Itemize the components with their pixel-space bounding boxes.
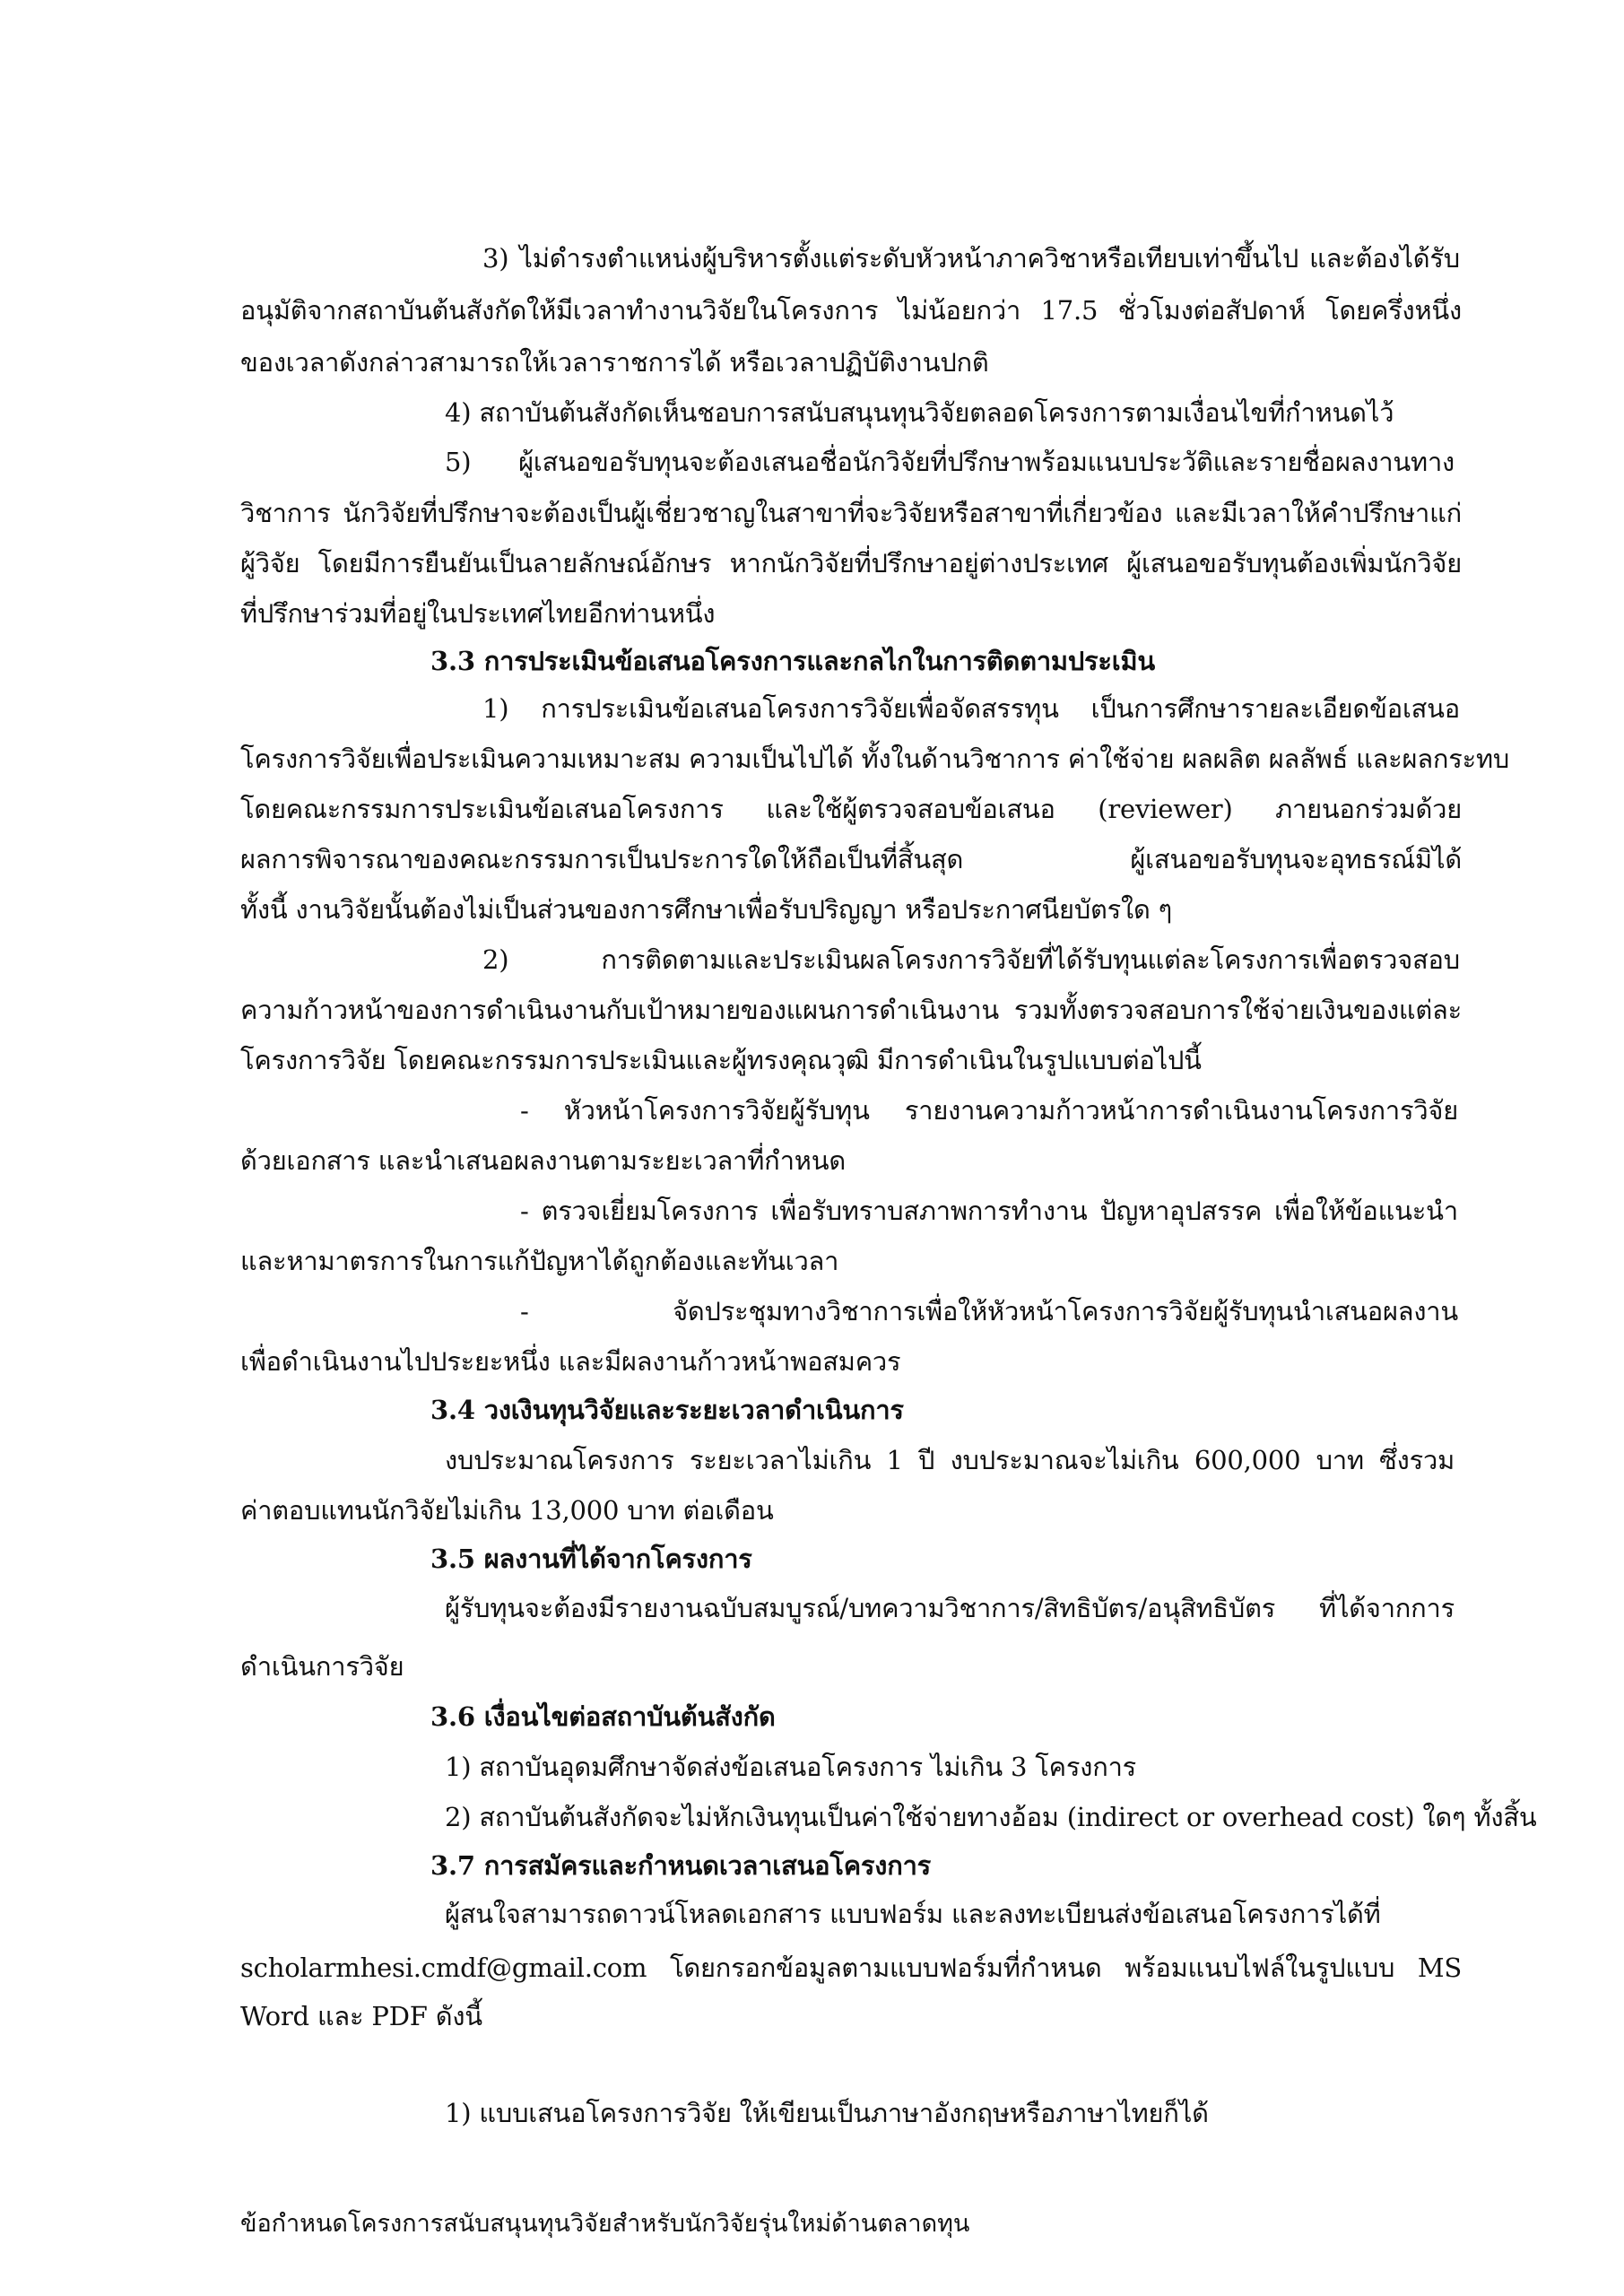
section-heading-3-6: 3.6 เงื่อนไขต่อสถาบันต้นสังกัด (430, 1701, 776, 1732)
paragraph-line: งบประมาณโครงการ ระยะเวลาไม่เกิน 1 ปี งบประมาณจะไม่เกิน 600,000 บาท ซึ่งรวม (445, 1445, 1455, 1475)
paragraph-line: และหามาตรการในการแก้ปัญหาได้ถูกต้องและทันเวลา (240, 1246, 839, 1276)
paragraph-line: 5) ผู้เสนอขอรับทุนจะต้องเสนอชื่อนักวิจัยที่ปรึกษาพร้อมแนบประวัติและรายชื่อผลงานทาง (445, 447, 1455, 477)
paragraph-line: ผู้วิจัย โดยมีการยืนยันเป็นลายลักษณ์อักษร หากนักวิจัยที่ปรึกษาอยู่ต่างประเทศ ผู้เสนอขอรับทุนต้องเพิ่มนักวิจัย (240, 548, 1462, 578)
paragraph-line: เพื่อดำเนินงานไปประยะหนึ่ง และมีผลงานก้าวหน้าพอสมควร (240, 1346, 901, 1377)
paragraph-line: ความก้าวหน้าของการดำเนินงานกับเป้าหมายของแผนการดำเนินงาน รวมทั้งตรวจสอบการใช้จ่ายเงินของแต่ละ (240, 995, 1462, 1025)
paragraph-line: ทั้งนี้ งานวิจัยนั้นต้องไม่เป็นส่วนของการศึกษาเพื่อรับปริญญา หรือประกาศนียบัตรใด ๆ (240, 894, 1173, 925)
paragraph-line: ค่าตอบแทนนักวิจัยไม่เกิน 13,000 บาท ต่อเดือน (240, 1495, 774, 1526)
paragraph-line: โครงการวิจัยเพื่อประเมินความเหมาะสม ความเป็นไปได้ ทั้งในด้านวิชาการ ค่าใช้จ่าย ผลผลิต ผลลัพธ์ และผลกระทบ (240, 744, 1510, 774)
paragraph-line: ผู้สนใจสามารถดาวน์โหลดเอกสาร แบบฟอร์ม และลงทะเบียนส่งข้อเสนอโครงการได้ที่ (445, 1899, 1381, 1929)
bullet-line: - ตรวจเยี่ยมโครงการ เพื่อรับทราบสภาพการทำงาน ปัญหาอุปสรรค เพื่อให้ข้อแนะนำ (520, 1196, 1458, 1226)
paragraph-line: ที่ปรึกษาร่วมที่อยู่ในประเทศไทยอีกท่านหนึ่ง (240, 598, 716, 629)
paragraph-line: ดำเนินการวิจัย (240, 1651, 404, 1682)
paragraph-line: 1) สถาบันอุดมศึกษาจัดส่งข้อเสนอโครงการ ไม่เกิน 3 โครงการ (445, 1752, 1137, 1782)
paragraph-line: ของเวลาดังกล่าวสามารถให้เวลาราชการได้ หรือเวลาปฏิบัติงานปกติ (240, 347, 989, 378)
paragraph-line: 1) แบบเสนอโครงการวิจัย ให้เขียนเป็นภาษาอังกฤษหรือภาษาไทยก็ได้ (445, 2098, 1209, 2128)
paragraph-line: อนุมัติจากสถาบันต้นสังกัดให้มีเวลาทำงานวิจัยในโครงการ ไม่น้อยกว่า 17.5 ชั่วโมงต่อสัปดาห์ โดยครึ่งหนึ่ง (240, 295, 1462, 326)
bullet-line: - จัดประชุมทางวิชาการเพื่อให้หัวหน้าโครงการวิจัยผู้รับทุนนำเสนอผลงาน (520, 1296, 1458, 1326)
page-footer: ข้อกำหนดโครงการสนับสนุนทุนวิจัยสำหรับนักวิจัยรุ่นใหม่ด้านตลาดทุน (240, 2210, 970, 2238)
section-heading-3-3: 3.3 การประเมินข้อเสนอโครงการและกลไกในการติดตามประเมิน (430, 646, 1156, 676)
paragraph-line: 3) ไม่ดำรงตำแหน่งผู้บริหารตั้งแต่ระดับหัวหน้าภาควิชาหรือเทียบเท่าขึ้นไป และต้องได้รับ (482, 243, 1460, 274)
paragraph-line: วิชาการ นักวิจัยที่ปรึกษาจะต้องเป็นผู้เชี่ยวชาญในสาขาที่จะวิจัยหรือสาขาที่เกี่ยวข้อง และมีเวลาให้คำปรึกษาแก่ (240, 498, 1462, 528)
bullet-line: - หัวหน้าโครงการวิจัยผู้รับทุน รายงานความก้าวหน้าการดำเนินงานโครงการวิจัย (520, 1095, 1458, 1126)
paragraph-line-email: scholarmhesi.cmdf@gmail.com โดยกรอกข้อมูลตามแบบฟอร์มที่กำหนด พร้อมแนบไฟล์ในรูปแบบ MS (240, 1952, 1462, 1983)
paragraph-line: 2) การติดตามและประเมินผลโครงการวิจัยที่ได้รับทุนแต่ละโครงการเพื่อตรวจสอบ (482, 944, 1460, 975)
paragraph-line: ผลการพิจารณาของคณะกรรมการเป็นประการใดให้ถือเป็นที่สิ้นสุด ผู้เสนอขอรับทุนจะอุทธรณ์มิได้ (240, 844, 1462, 874)
paragraph-line: Word และ PDF ดังนี้ (240, 2001, 482, 2031)
section-heading-3-7: 3.7 การสมัครและกำหนดเวลาเสนอโครงการ (430, 1850, 932, 1881)
section-heading-3-5: 3.5 ผลงานที่ได้จากโครงการ (430, 1544, 752, 1574)
paragraph-line: โครงการวิจัย โดยคณะกรรมการประเมินและผู้ทรงคุณวุฒิ มีการดำเนินในรูปแบบต่อไปนี้ (240, 1045, 1202, 1075)
section-heading-3-4: 3.4 วงเงินทุนวิจัยและระยะเวลาดำเนินการ (430, 1395, 904, 1425)
paragraph-line: โดยคณะกรรมการประเมินข้อเสนอโครงการ และใช้ผู้ตรวจสอบข้อเสนอ (reviewer) ภายนอกร่วมด้วย (240, 794, 1462, 824)
paragraph-line: 4) สถาบันต้นสังกัดเห็นชอบการสนับสนุนทุนวิจัยตลอดโครงการตามเงื่อนไขที่กำหนดไว้ (445, 397, 1394, 428)
paragraph-line: ด้วยเอกสาร และนำเสนอผลงานตามระยะเวลาที่กำหนด (240, 1145, 846, 1176)
paragraph-line: 1) การประเมินข้อเสนอโครงการวิจัยเพื่อจัดสรรทุน เป็นการศึกษารายละเอียดข้อเสนอ (482, 693, 1460, 724)
paragraph-line: 2) สถาบันต้นสังกัดจะไม่หักเงินทุนเป็นค่าใช้จ่ายทางอ้อม (indirect or overhead cost) ใดๆ ทั้งสิ้น (445, 1802, 1537, 1832)
paragraph-line: ผู้รับทุนจะต้องมีรายงานฉบับสมบูรณ์/บทความวิชาการ/สิทธิบัตร/อนุสิทธิบัตร ที่ได้จากการ (445, 1593, 1455, 1623)
